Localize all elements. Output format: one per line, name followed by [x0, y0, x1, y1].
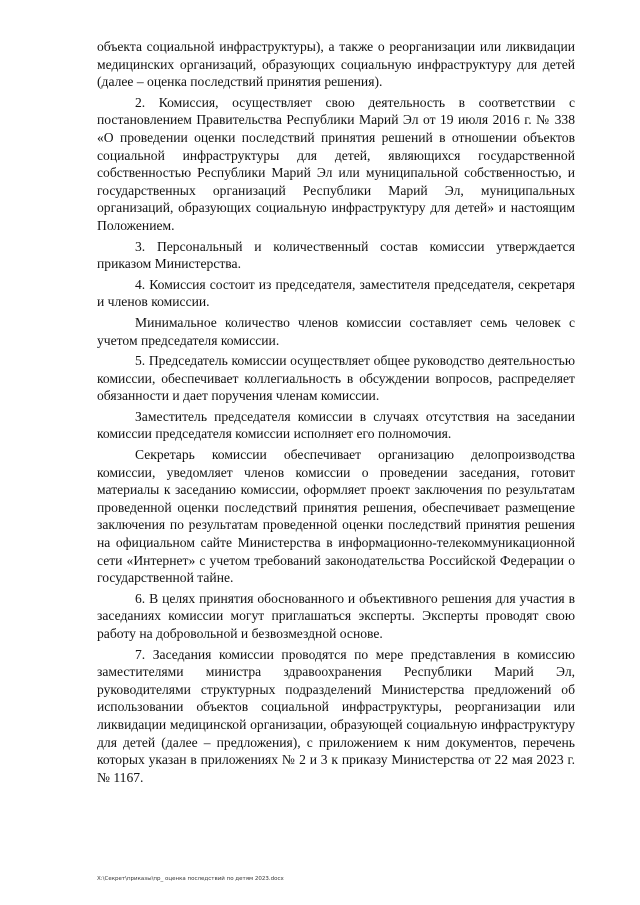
- document-body: [97, 38, 575, 789]
- paragraph-5-deputy: Заместитель председателя комиссии в случаях отсутствия на заседании комиссии председателя комиссии исполняет его полномочия.: [97, 408, 575, 442]
- paragraph-3: 3. Персональный и количественный состав комиссии утверждается приказом Министерства.: [97, 238, 575, 272]
- paragraph-5: 5. Председатель комиссии осуществляет общее руководство деятельностью комиссии, обеспечивает коллегиальность в обсуждении вопросов, распределяет обязанности и дает поручения членам комиссии.: [97, 353, 575, 404]
- paragraph-2: 2. Комиссия, осуществляет свою деятельность в соответствии с постановлением Правительства Республики Марий Эл от 19 июля 2016 г. № 338 «О проведении оценки последствий принятия решений в отношении объектов социальной инфраструктуры для детей, являющихся государственной собственностью Республики Марий Эл или муниципальной собственностью, и государственных организаций Республики Марий Эл, муниципальных организаций, образующих социальную инфраструктуру для детей» и настоящим Положением.: [97, 94, 575, 233]
- paragraph-5-secretary: Секретарь комиссии обеспечивает организацию делопроизводства комиссии, уведомляет членов комиссии о проведении заседания, готовит материалы к заседанию комиссии, оформляет проект заключения по результатам проведенной оценки последствий принятия решения, обеспечивает размещение заключения по результатам проведенной оценки последствий принятия решения на официальном сайте Министерства в информационно-телекоммуникационной сети «Интернет» с учетом требований законодательства Российской Федерации о государственной тайне.: [97, 447, 575, 586]
- paragraph-4-min-members: Минимальное количество членов комиссии составляет семь человек с учетом председателя комиссии.: [97, 314, 575, 348]
- paragraph-continuation: объекта социальной инфраструктуры), а также о реорганизации или ликвидации медицинских организаций, образующих социальную инфраструктуру для детей (далее – оценка последствий принятия решения).: [97, 39, 575, 90]
- paragraph-6: 6. В целях принятия обоснованного и объективного решения для участия в заседаниях комиссии могут приглашаться эксперты. Эксперты проводят свою работу на добровольной и безвозмездной основе.: [97, 590, 575, 641]
- file-path-footer: X:\Секрет\приказы\пр_ оценка последствий по детям 2023.docx: [97, 876, 284, 882]
- paragraph-7: 7. Заседания комиссии проводятся по мере представления в комиссию заместителями министра здравоохранения Республики Марий Эл, руководителями структурных подразделений Министерства предложений об использовании объектов социальной инфраструктуры, реорганизации или ликвидации медицинской организации, образующей социальную инфраструктуру для детей (далее – предложения), с приложением к ним документов, перечень которых указан в приложениях № 2 и 3 к приказу Министерства от 22 мая 2023 г. № 1167.: [97, 646, 575, 785]
- paragraph-4: 4. Комиссия состоит из председателя, заместителя председателя, секретаря и членов комиссии.: [97, 276, 575, 310]
